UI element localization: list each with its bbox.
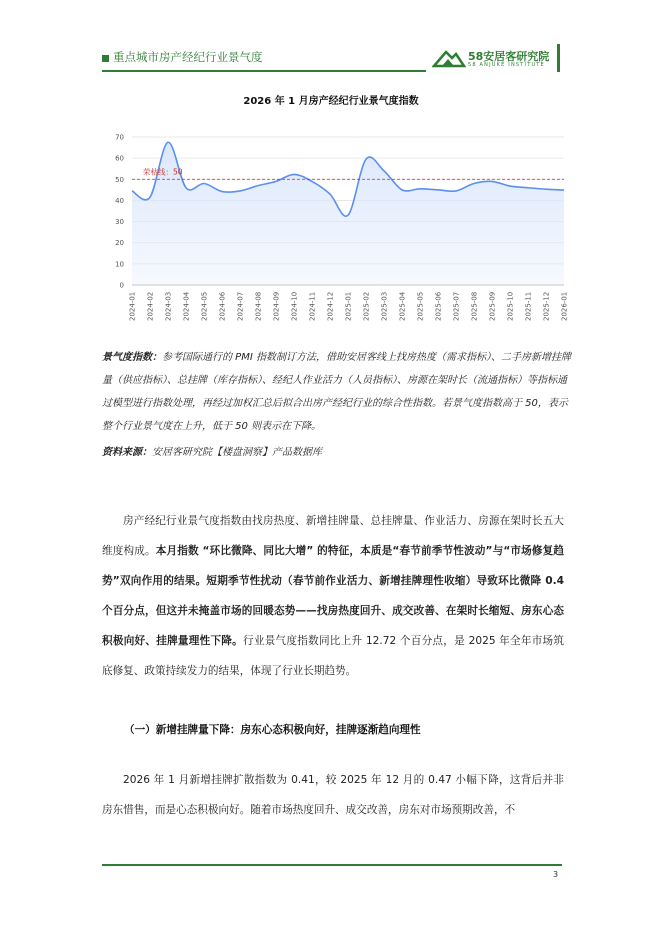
x-tick-label: 2024-07 (236, 291, 245, 321)
x-tick-label: 2024-02 (146, 291, 155, 321)
header-rule (102, 70, 426, 72)
header-title: 重点城市房产经纪行业景气度 (113, 50, 263, 64)
paragraph-1-intro: 房产经纪行业景气度指数由找房热度、新增挂牌量、总挂牌量、作业活力、房源在架时长五大维度构成。 (102, 515, 564, 557)
series-area (132, 142, 564, 285)
y-tick-label: 30 (115, 218, 124, 227)
x-tick-label: 2025-11 (524, 291, 533, 321)
x-tick-label: 2025-01 (344, 291, 353, 321)
logo (432, 46, 562, 72)
logo-subtitle: 58 ANJUKE INSTITUTE (468, 62, 545, 68)
chart-title: 2026 年 1 月房产经纪行业景气度指数 (243, 96, 419, 107)
y-tick-label: 0 (119, 281, 124, 290)
source-label: 资料来源： (102, 447, 152, 458)
x-tick-label: 2025-12 (542, 291, 551, 321)
source-text: 安居客研究院【楼盘洞察】产品数据库 (152, 447, 322, 458)
x-tick-label: 2024-03 (164, 291, 173, 321)
x-tick-label: 2025-09 (488, 291, 497, 321)
x-tick-label: 2026-01 (560, 291, 569, 321)
body-paragraph-2: 2026 年 1 月新增挂牌扩散指数为 0.41，较 2025 年 12 月的 0.47 小幅下降，这背后并非房东惜售，而是心态积极向好。随着市场热度回升、成交改善，房东对市场预期改善，不 (102, 774, 564, 816)
sentiment-index-chart (100, 120, 572, 344)
reference-line-label: 荣枯线：50 (143, 167, 183, 177)
x-tick-label: 2025-04 (398, 291, 407, 321)
logo-text: 58安居客研究院 (468, 50, 550, 63)
footer-rule (102, 864, 562, 866)
source-note (102, 441, 572, 464)
x-tick-label: 2024-12 (326, 291, 335, 321)
header-square-icon (102, 55, 109, 62)
x-tick-label: 2025-10 (506, 291, 515, 321)
paragraph-1-highlight: 本月指数 “环比微降、同比大增” 的特征，本质是“春节前季节性波动”与“市场修复趋势”双向作用的结果。短期季节性扰动（春节前作业活力、新增挂牌理性收缩）导致环比微降 0.4 个百分点，但这并未掩盖市场的回暖态势——找房热度回升、成交改善、在架时长缩短、房东心态积极向好、挂牌量理性下降。 (102, 545, 565, 647)
y-tick-label: 50 (115, 175, 124, 184)
x-tick-label: 2025-03 (380, 291, 389, 321)
y-tick-label: 60 (115, 154, 124, 163)
x-tick-label: 2025-02 (362, 291, 371, 321)
y-tick-label: 70 (115, 133, 124, 142)
body-paragraph-1 (102, 506, 564, 686)
x-tick-label: 2024-01 (128, 291, 137, 321)
definition-label: 景气度指数： (102, 352, 162, 363)
x-tick-label: 2024-09 (272, 291, 281, 321)
x-tick-label: 2025-08 (470, 291, 479, 321)
definition-note (102, 346, 572, 438)
x-tick-label: 2024-11 (308, 291, 317, 321)
definition-text: 参考国际通行的 PMI 指数制订方法，借助安居客线上找房热度（需求指标）、二手房新增挂牌量（供应指标）、总挂牌（库存指标）、经纪人作业活力（人员指标）、房源在架时长（流通指标）等指标通过模型进行指数处理，再经过加权汇总后拟合出房产经纪行业的综合性指数。若景气度指数高于 50，表示整个行业景气度在上升，低于 50 则表示在下降。 (102, 352, 571, 432)
x-tick-label: 2024-10 (290, 291, 299, 321)
header-accent-bar (557, 44, 560, 72)
x-tick-label: 2024-05 (200, 291, 209, 321)
x-tick-label: 2024-06 (218, 291, 227, 321)
x-tick-label: 2025-05 (416, 291, 425, 321)
page-number: 3 (553, 870, 559, 879)
section-heading: （一）新增挂牌量下降：房东心态积极向好，挂牌逐渐趋向理性 (124, 724, 421, 736)
x-tick-label: 2025-06 (434, 291, 443, 321)
y-tick-label: 20 (115, 239, 124, 248)
paragraph-1-conclusion: 行业景气度指数同比上升 12.72 个百分点，是 2025 年全年市场筑底修复、政策持续发力的结果，体现了行业长期趋势。 (102, 635, 565, 677)
x-tick-label: 2024-08 (254, 291, 263, 321)
x-tick-label: 2024-04 (182, 291, 191, 321)
x-tick-label: 2025-07 (452, 291, 461, 321)
house-logo-icon (432, 46, 466, 70)
y-tick-label: 40 (115, 196, 124, 205)
y-tick-label: 10 (115, 260, 124, 269)
